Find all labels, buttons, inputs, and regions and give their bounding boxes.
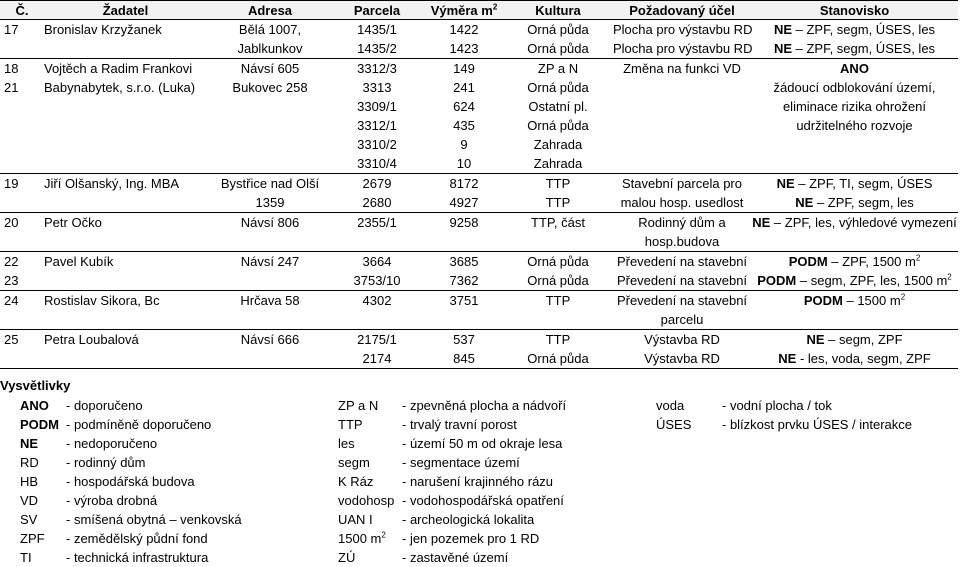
- legend-desc: - území 50 m od okraje lesa: [402, 436, 563, 451]
- cell-zadatel-line: Petra Loubalová: [44, 332, 139, 347]
- cell-cislo: [0, 330, 40, 369]
- cell-kultura-line: Orná půda: [527, 22, 589, 37]
- cell-ucel-line: Plocha pro výstavbu RD: [613, 41, 753, 56]
- cell-kultura-line: ZP a N: [537, 61, 579, 76]
- cell-ucel: [613, 20, 751, 59]
- cell-adresa-line: Návsí 666: [240, 332, 300, 347]
- legend-desc: - zpevněná plocha a nádvoří: [402, 398, 567, 413]
- cell-ucel-line: Převedení na stavební: [616, 273, 748, 288]
- cell-zadatel-line: Pavel Kubík: [44, 254, 114, 269]
- cell-parcela-line: 2355/1: [357, 215, 397, 230]
- table-row: [0, 252, 958, 291]
- legend-abbr: ZP a N: [338, 398, 379, 413]
- cell-cislo-line: 22: [4, 254, 19, 269]
- legend-abbr: vodohosp: [338, 493, 395, 508]
- cell-kultura-line: Orná půda: [527, 351, 589, 366]
- cell-kultura-line: Zahrada: [533, 137, 583, 152]
- cell-parcela: [329, 291, 425, 330]
- col-header-kultura: Kultura: [503, 1, 613, 20]
- cell-parcela-line: 1435/2: [357, 41, 397, 56]
- cell-parcela-line: 2175/1: [357, 332, 397, 347]
- col-header-ucel: Požadovaný účel: [613, 1, 751, 20]
- cell-adresa-line: Bukovec 258: [232, 80, 308, 95]
- legend-abbr: ZPF: [20, 531, 45, 546]
- legend-desc: - zemědělský půdní fond: [66, 531, 208, 546]
- legend-desc: - technická infrastruktura: [66, 550, 209, 565]
- cell-vymera-line: 624: [453, 99, 475, 114]
- cell-zadatel: [40, 291, 211, 330]
- cell-zadatel-line: Vojtěch a Radim Frankovi: [44, 61, 193, 76]
- cell-adresa-line: 1359: [255, 195, 285, 210]
- cell-stanovisko-line: NE – ZPF, segm, ÚSES, les: [773, 22, 936, 37]
- cell-cislo: [0, 291, 40, 330]
- cell-adresa-line: Bystřice nad Olší: [220, 176, 320, 191]
- legend-abbr: PODM: [20, 417, 59, 432]
- cell-parcela-line: 3310/4: [357, 156, 397, 171]
- legend-abbr: SV: [20, 512, 38, 527]
- cell-ucel: [613, 59, 751, 174]
- cell-vymera: [425, 252, 503, 291]
- cell-zadatel-line: Jiří Olšanský, Ing. MBA: [44, 176, 180, 191]
- cell-vymera-line: 241: [453, 80, 475, 95]
- cell-stanovisko-line: eliminace rizika ohrožení: [782, 99, 927, 114]
- col-header-adresa: Adresa: [211, 1, 329, 20]
- legend-desc: - narušení krajinného rázu: [402, 474, 554, 489]
- legend-abbr: K Ráz: [338, 474, 374, 489]
- cell-vymera: [425, 330, 503, 369]
- cell-cislo-line: 18: [4, 61, 19, 76]
- legend-desc: - jen pozemek pro 1 RD: [402, 531, 540, 546]
- cell-ucel-line: Stavební parcela pro: [622, 176, 742, 191]
- cell-parcela-line: 3753/10: [353, 273, 401, 288]
- cell-parcela: [329, 330, 425, 369]
- cell-zadatel: [40, 59, 211, 174]
- cell-stanovisko-line: NE - les, voda, segm, ZPF: [778, 351, 931, 366]
- cell-kultura-line: Orná půda: [527, 254, 589, 269]
- cell-stanovisko: [751, 20, 958, 59]
- cell-parcela: [329, 59, 425, 174]
- legend-abbr: TTP: [338, 417, 363, 432]
- cell-adresa: [211, 59, 329, 174]
- table-row: [0, 174, 958, 213]
- cell-adresa: [211, 330, 329, 369]
- cell-vymera-line: 537: [453, 332, 475, 347]
- cell-parcela: [329, 252, 425, 291]
- cell-parcela-line: 3310/2: [357, 137, 397, 152]
- cell-cislo-line: 23: [4, 273, 19, 288]
- cell-vymera: [425, 20, 503, 59]
- cell-ucel-line: Výstavba RD: [644, 332, 720, 347]
- table-row: [0, 330, 958, 369]
- cell-parcela: [329, 213, 425, 252]
- cell-zadatel-line: Petr Očko: [44, 215, 102, 230]
- cell-stanovisko-line: udržitelného rozvoje: [796, 118, 913, 133]
- col-header-stanovisko: Stanovisko: [751, 1, 958, 20]
- cell-parcela-line: 3313: [362, 80, 392, 95]
- cell-vymera-line: 10: [456, 156, 472, 171]
- legend-abbr: UAN I: [338, 512, 373, 527]
- cell-parcela-line: 2679: [362, 176, 392, 191]
- legend-abbr: HB: [20, 474, 39, 489]
- cell-stanovisko-line: NE – ZPF, TI, segm, ÚSES: [776, 176, 933, 191]
- cell-kultura: [503, 330, 613, 369]
- col-header-cislo: Č.: [0, 1, 40, 20]
- cell-zadatel: [40, 252, 211, 291]
- cell-adresa: [211, 291, 329, 330]
- cell-adresa: [211, 20, 329, 59]
- cell-parcela-line: 3312/1: [357, 118, 397, 133]
- cell-parcela: [329, 174, 425, 213]
- cell-vymera-line: 4927: [449, 195, 479, 210]
- legend-abbr: ANO: [20, 398, 49, 413]
- table-row: [0, 291, 958, 330]
- cell-zadatel-line: Babynabytek, s.r.o. (Luka): [44, 80, 196, 95]
- legend-desc: - smíšená obytná – venkovská: [66, 512, 242, 527]
- cell-cislo: [0, 252, 40, 291]
- col-header-vymera: Výměra $m^2$: [425, 1, 503, 20]
- table-row: [0, 20, 958, 59]
- cell-cislo-line: 25: [4, 332, 19, 347]
- cell-vymera-line: 1423: [449, 41, 479, 56]
- cell-kultura: [503, 174, 613, 213]
- cell-adresa: [211, 174, 329, 213]
- cell-stanovisko: [751, 213, 958, 252]
- cell-parcela-line: 3309/1: [357, 99, 397, 114]
- cell-ucel: [613, 330, 751, 369]
- legend-abbr: segm: [338, 455, 370, 470]
- cell-kultura-line: TTP: [545, 293, 571, 308]
- cell-ucel-line: Převedení na stavební: [616, 254, 748, 269]
- cell-kultura-line: Orná půda: [527, 118, 589, 133]
- legend-abbr: VD: [20, 493, 39, 508]
- cell-stanovisko-line: PODM – 1500 $m^2$: [803, 292, 906, 308]
- legend-desc: - vodohospodářská opatření: [402, 493, 564, 508]
- cell-ucel: [613, 213, 751, 252]
- table-row: [0, 213, 958, 252]
- cell-adresa: [211, 213, 329, 252]
- cell-kultura: [503, 59, 613, 174]
- cell-stanovisko-line: NE – ZPF, les, výhledové vymezení: [752, 215, 957, 230]
- legend-abbr: NE: [20, 436, 39, 451]
- cell-zadatel: [40, 330, 211, 369]
- cell-ucel-line: Převedení na stavební: [616, 293, 748, 308]
- legend-desc: - doporučeno: [66, 398, 143, 413]
- cell-cislo: [0, 59, 40, 174]
- cell-parcela-line: 2174: [362, 351, 392, 366]
- legend-desc: - nedoporučeno: [66, 436, 158, 451]
- cell-cislo-line: 24: [4, 293, 19, 308]
- cell-vymera: [425, 291, 503, 330]
- cell-cislo: [0, 20, 40, 59]
- cell-stanovisko-line: PODM – ZPF, 1500 $m^2$: [788, 253, 921, 269]
- cell-cislo-line: 20: [4, 215, 19, 230]
- cell-stanovisko: [751, 330, 958, 369]
- legend-desc: - zastavěné území: [402, 550, 509, 565]
- cell-ucel-line: hosp.budova: [644, 234, 720, 249]
- cell-vymera-line: 149: [453, 61, 475, 76]
- cell-vymera-line: 7362: [449, 273, 479, 288]
- cell-vymera-line: 9: [460, 137, 468, 152]
- cell-kultura-line: Zahrada: [533, 156, 583, 171]
- legend-abbr: RD: [20, 455, 39, 470]
- cell-stanovisko: [751, 59, 958, 174]
- cell-stanovisko-line: PODM – segm, ZPF, les, 1500 $m^2$: [757, 272, 952, 288]
- legend-desc: - blízkost prvku ÚSES / interakce: [722, 417, 913, 432]
- cell-ucel-line: malou hosp. usedlost: [620, 195, 744, 210]
- cell-parcela-line: 4302: [362, 293, 392, 308]
- cell-zadatel: [40, 213, 211, 252]
- cell-stanovisko-line: NE – ZPF, segm, ÚSES, les: [773, 41, 936, 56]
- cell-zadatel-line: Bronislav Krzyžanek: [44, 22, 162, 37]
- cell-ucel-line: Plocha pro výstavbu RD: [613, 22, 753, 37]
- cell-kultura-line: Ostatní pl.: [528, 99, 588, 114]
- cell-zadatel: [40, 174, 211, 213]
- cell-kultura: [503, 291, 613, 330]
- cell-kultura-line: TTP: [545, 195, 571, 210]
- legend-title: Vysvětlivky: [0, 378, 71, 393]
- cell-zadatel-line: Rostislav Sikora, Bc: [44, 293, 160, 308]
- cell-parcela-line: 1435/1: [357, 22, 397, 37]
- cell-adresa-line: Hrčava 58: [240, 293, 300, 308]
- legend-desc: - výroba drobná: [66, 493, 158, 508]
- cell-vymera-line: 8172: [449, 176, 479, 191]
- col-header-parcela: Parcela: [329, 1, 425, 20]
- cell-ucel-line: Změna na funkci VD: [623, 61, 741, 76]
- cell-kultura-line: Orná půda: [527, 273, 589, 288]
- legend-abbr: ZÚ: [338, 550, 356, 565]
- legend-desc: - rodinný dům: [66, 455, 146, 470]
- cell-kultura: [503, 252, 613, 291]
- legend-desc: - archeologická lokalita: [402, 512, 535, 527]
- cell-vymera: [425, 174, 503, 213]
- cell-kultura-line: TTP: [545, 332, 571, 347]
- cell-stanovisko-line: NE – segm, ZPF: [806, 332, 903, 347]
- cell-adresa-line: Bělá 1007,: [238, 22, 302, 37]
- cell-kultura-line: Orná půda: [527, 80, 589, 95]
- legend-desc: - hospodářská budova: [66, 474, 195, 489]
- cell-parcela-line: 3664: [362, 254, 392, 269]
- cell-adresa: [211, 252, 329, 291]
- cell-vymera-line: 3751: [449, 293, 479, 308]
- cell-adresa-line: Jablkunkov: [237, 41, 303, 56]
- cell-ucel-line: Výstavba RD: [644, 351, 720, 366]
- cell-parcela-line: 3312/3: [357, 61, 397, 76]
- cell-cislo-line: 19: [4, 176, 19, 191]
- cell-vymera: [425, 59, 503, 174]
- cell-kultura-line: TTP: [545, 176, 571, 191]
- legend-desc: - podmíněně doporučeno: [66, 417, 212, 432]
- legend-abbr: ÚSES: [656, 417, 692, 432]
- cell-kultura-line: Orná půda: [527, 41, 589, 56]
- cell-parcela-line: 2680: [362, 195, 392, 210]
- cell-adresa-line: Návsí 806: [240, 215, 300, 230]
- cell-stanovisko-line: žádoucí odblokování území,: [773, 80, 936, 95]
- cell-stanovisko-line: ANO: [840, 61, 869, 76]
- cell-vymera: [425, 213, 503, 252]
- cell-ucel-line: parcelu: [660, 312, 704, 327]
- cell-kultura: [503, 20, 613, 59]
- table-header-row: [0, 1, 958, 20]
- cell-parcela: [329, 20, 425, 59]
- cell-adresa-line: Návsí 247: [240, 254, 300, 269]
- cell-adresa-line: Návsí 605: [240, 61, 300, 76]
- cell-vymera-line: 3685: [449, 254, 479, 269]
- cell-ucel: [613, 291, 751, 330]
- cell-kultura-line: TTP, část: [531, 215, 585, 230]
- table-row: [0, 59, 958, 174]
- cell-cislo-line: 21: [4, 80, 19, 95]
- cell-cislo: [0, 174, 40, 213]
- cell-stanovisko: [751, 252, 958, 291]
- cell-vymera-line: 1422: [449, 22, 479, 37]
- cell-ucel-line: Rodinný dům a: [638, 215, 726, 230]
- legend-abbr: voda: [656, 398, 685, 413]
- legend-abbr: TI: [20, 550, 32, 565]
- cell-stanovisko-line: NE – ZPF, segm, les: [795, 195, 914, 210]
- col-header-zadatel: Žadatel: [40, 1, 211, 20]
- cell-vymera-line: 845: [453, 351, 475, 366]
- cell-kultura: [503, 213, 613, 252]
- cell-ucel: [613, 252, 751, 291]
- cell-cislo: [0, 213, 40, 252]
- cell-stanovisko: [751, 174, 958, 213]
- legend-desc: - segmentace území: [402, 455, 520, 470]
- legend-abbr: les: [338, 436, 355, 451]
- cell-vymera-line: 435: [453, 118, 475, 133]
- legend-desc: - trvalý travní porost: [402, 417, 517, 432]
- cell-zadatel: [40, 20, 211, 59]
- legend-desc: - vodní plocha / tok: [722, 398, 832, 413]
- cell-vymera-line: 9258: [449, 215, 479, 230]
- cell-stanovisko: [751, 291, 958, 330]
- cell-cislo-line: 17: [4, 22, 19, 37]
- legend-abbr: 1500 $m^2$: [338, 530, 386, 546]
- cell-ucel: [613, 174, 751, 213]
